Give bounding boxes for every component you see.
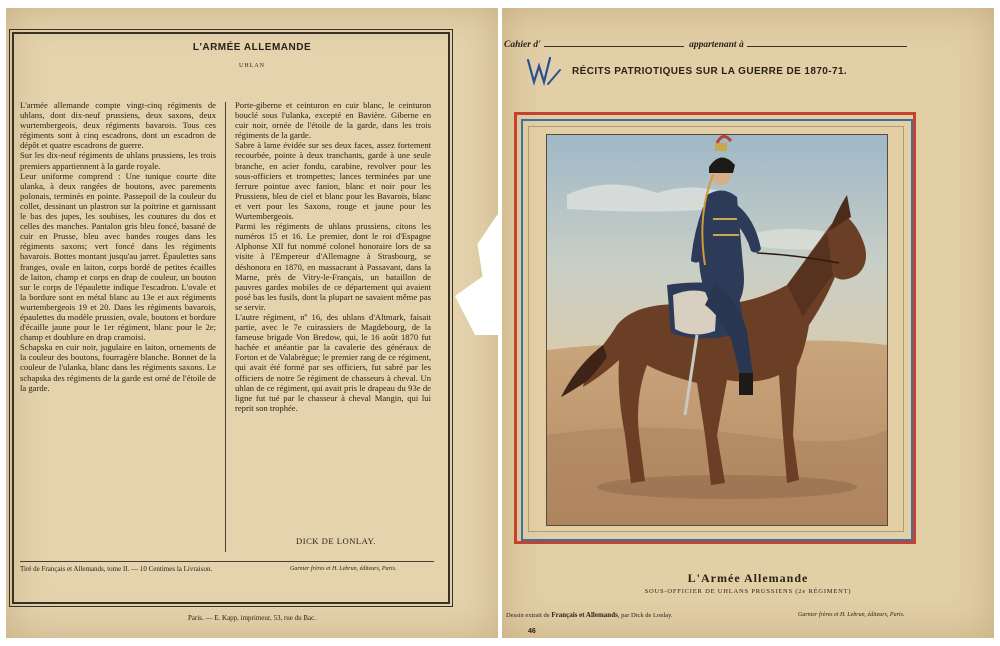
owner-line: [504, 40, 924, 50]
right-page: [502, 8, 994, 638]
publisher-note-right: Garnier frères et H. Lebrun, éditeurs, Paris.: [798, 612, 905, 618]
series-title: RÉCITS PATRIOTIQUES SUR LA GUERRE DE 1870-71.: [572, 66, 848, 77]
left-page: [6, 8, 498, 638]
extract-note: [506, 611, 673, 619]
page-subtitle: UHLAN: [239, 63, 265, 69]
publisher-note: Garnier frères et H. Lebrun, éditeurs, Paris.: [290, 566, 397, 572]
extract-prefix: Dessin extrait de: [506, 612, 550, 619]
uhlan-illustration: [546, 134, 888, 526]
page-title: L'ARMÉE ALLEMANDE: [192, 42, 312, 53]
handwritten-mark-icon: [524, 54, 564, 90]
blank-line-1: [544, 46, 684, 47]
owner-middle: appartenant à: [689, 40, 744, 50]
column-divider: [225, 102, 226, 552]
page-number: 46: [528, 628, 536, 635]
caption-subtitle: SOUS-OFFICIER DE UHLANS PRUSSIENS (2e RÉGIMENT): [644, 588, 852, 595]
caption-title: L'Armée Allemande: [687, 571, 809, 585]
owner-prefix: Cahier d': [504, 40, 541, 50]
source-note: Tiré de Français et Allemands, tome II. — 10 Centimes la Livraison.: [20, 565, 213, 573]
author-signature: DICK DE LONLAY.: [296, 536, 376, 546]
text-column-1: L'armée allemande compte vingt-cinq régiments de uhlans, dont dix-neuf prussiens, deux saxons, deux wurtembergeois, deux régiments bavarois. Tous ces régiments sont à cinq escadrons, dont un escadron de dépôt et quatre escadrons de guerre. Sur les dix-neuf régiments de uhlans prussiens, les trois premiers appartiennent à la garde royale. Leur uniforme comprend : Une tunique courte dite ulanka, à deux rangées de boutons, avec parements polonais, terminés en pointe. Passepoil de la couleur du collet, dessinant un plastron sur la poitrine et garnissant le bas des jupes, les soubises, les coutures du dos et celles des manches. Pantalon gris bleu foncé, basané de cuir en Prusse, bleu avec bandes rouges dans les régiments saxons; vert foncé dans les régiments bavarois. Bottes montant jusqu'au jarret. Épaulettes sans franges, ovale en laiton, corps bordé de petites écailles de laiton, champ et corps en drap de couleur, un bouton sur le corps de l'épaulette indique l'escadron. L'ovale et la bordure sont en métal blanc au 13e et aux régiments wurtembergeois 19 et 20. Dans les régiments bavarois, épaulettes du modèle prussien, ovale, boutons et bordure d'écaille jaune pour le 1er régiment, blanc pour le 2e; champ et doublure en drap cramoisi. Schapska en cuir noir, jugulaire en laiton, ornements de la couleur des boutons, fourragère blanche. Bonnet de la couleur de l'ulanka, blanc dans les régiments saxons. Le schapska des régiments de la garde est orné de l'étoile de la garde.: [20, 100, 216, 393]
extract-work: Français et Allemands: [551, 611, 618, 619]
printer-note: Paris. — E. Kapp, imprimeur, 53, rue du Bac.: [187, 614, 317, 622]
text-column-2: Porte-giberne et ceinturon en cuir blanc, le ceinturon bouclé sous l'ulanka, excepté en Bavière. Giberne en cuir noir, ornée de l'étoile de la garde, dans les trois régiments de la garde. Sabre à lame évidée sur ses deux faces, assez fortement recourbée, pointe à deux tranchants, garde à une seule branche, en acier fondu, carabine, revolver pour les sous-officiers et trompettes; lances terminées par une ferrure pointue avec fanion, blanc et noir pour les Prussiens, bleu de ciel et blanc pour les Bavarois, blanc et vert pour les Saxons, rouge et jaune pour les Wurtembergeois. Parmi les régiments de uhlans prussiens, citons les numéros 15 et 16. Le premier, dont le roi d'Espagne Alphonse XII fut nommé colonel honoraire lors de sa visite à l'Empereur d'Allemagne à Strasbourg, se déshonora en 1870, en massacrant à Passavant, dans la Marne, près de Vitry-le-Français, un bataillon de pauvres gardes mobiles de ce département qui avaient posé bas les fusils, dont la plupart ne savaient même pas se servir. L'autre régiment, nº 16, des uhlans d'Altmark, faisait partie, avec le 7e cuirassiers de Magdebourg, de la fameuse brigade Von Bredow, qui, le 16 août 1870 fut hachée et anéantie par la cavalerie des généraux de Forton et de Valabrègue; le premier rang de ce régiment, qui avait été formé par ses officiers, fut sabré par les officiers de notre 5e régiment de chasseurs à cheval. Un uhlan de ce régiment, qui avait pris le drapeau du 93e de ligne fut tué par le chasseur à cheval Mangin, qui lui reprit son trophée.: [235, 100, 431, 413]
extract-author: , par Dick de Lonlay.: [617, 612, 673, 619]
blank-line-2: [747, 46, 907, 47]
footer-divider: [20, 561, 434, 562]
